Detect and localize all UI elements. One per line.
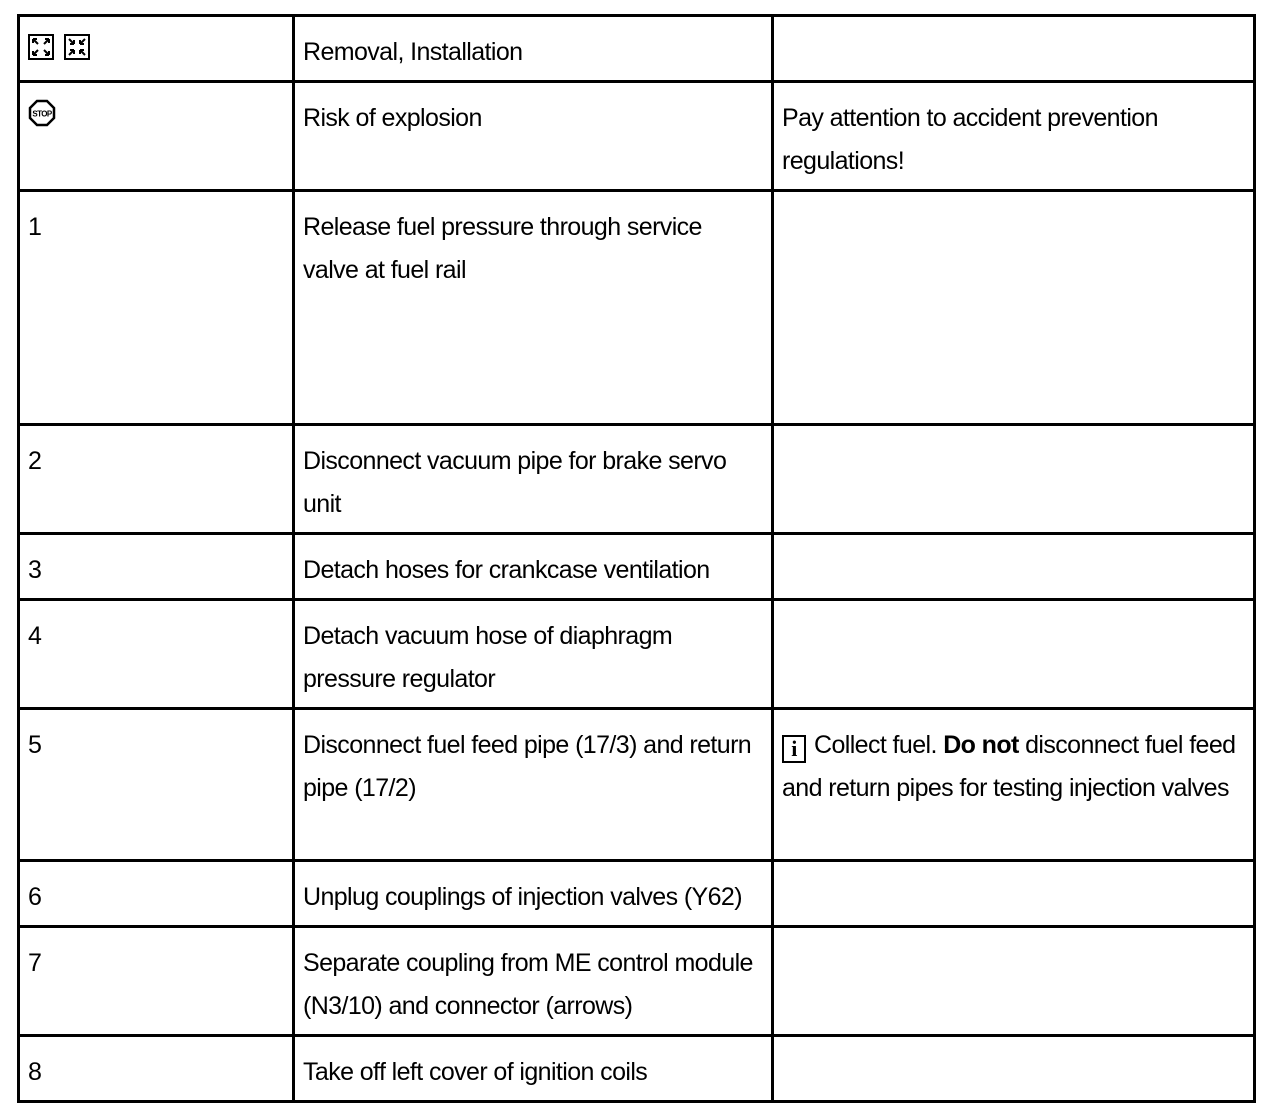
warning-note [773, 82, 1255, 191]
step-note [773, 191, 1255, 425]
step-action-text: Unplug couplings of injection valves (Y62) [303, 883, 742, 911]
stop-icon [28, 99, 56, 127]
step-note [773, 927, 1255, 1036]
warning-text-label: Risk of explosion [303, 104, 482, 132]
table-row [19, 1036, 1255, 1102]
table-row [19, 861, 1255, 927]
step-action-text: Disconnect fuel feed pipe (17/3) and return pipe (17/2) [303, 731, 752, 802]
step-action [294, 861, 773, 927]
step-number: 5 [19, 709, 294, 861]
step-number: 3 [19, 534, 294, 600]
table-row [19, 191, 1255, 425]
step-note [773, 600, 1255, 709]
table-row [19, 425, 1255, 534]
step-number: 6 [19, 861, 294, 927]
warning-text [294, 82, 773, 191]
step-note [773, 425, 1255, 534]
table-row [19, 534, 1255, 600]
step-action-text: Separate coupling from ME control module (N3/10) and connector (arrows) [303, 949, 753, 1020]
step-number: 7 [19, 927, 294, 1036]
step-note [773, 861, 1255, 927]
warning-row [19, 82, 1255, 191]
step-action-text: Release fuel pressure through service valve at fuel rail [303, 213, 702, 284]
warning-icon-cell [19, 82, 294, 191]
table-row [19, 927, 1255, 1036]
step-action [294, 191, 773, 425]
step-number: 4 [19, 600, 294, 709]
header-title [294, 16, 773, 82]
step-note-emphasis: Do not [943, 731, 1019, 759]
step-action [294, 425, 773, 534]
step-action [294, 534, 773, 600]
step-action-text: Disconnect vacuum pipe for brake servo unit [303, 447, 727, 518]
removal-icon [28, 34, 54, 60]
info-icon: i [782, 735, 806, 763]
step-note [773, 534, 1255, 600]
installation-icon [64, 34, 90, 60]
step-action [294, 600, 773, 709]
header-note [773, 16, 1255, 82]
step-action [294, 1036, 773, 1102]
step-note [773, 709, 1255, 861]
warning-note-text: Pay attention to accident prevention regulations! [782, 104, 1158, 175]
step-number: 8 [19, 1036, 294, 1102]
step-action [294, 927, 773, 1036]
header-row [19, 16, 1255, 82]
svg-text:STOP: STOP [32, 109, 52, 119]
step-action [294, 709, 773, 861]
step-number: 2 [19, 425, 294, 534]
table-row [19, 600, 1255, 709]
header-title-text: Removal, Installation [303, 38, 523, 66]
step-number: 1 [19, 191, 294, 425]
step-action-text: Take off left cover of ignition coils [303, 1058, 648, 1086]
header-icons-cell [19, 16, 294, 82]
table-row [19, 709, 1255, 861]
procedure-table [17, 14, 1256, 1103]
step-action-text: Detach vacuum hose of diaphragm pressure regulator [303, 622, 673, 693]
step-note-prefix: Collect fuel. [814, 731, 937, 759]
step-note [773, 1036, 1255, 1102]
step-note-rest: disconnect fuel feed and return pipes for testing injection valves [782, 731, 1236, 802]
step-action-text: Detach hoses for crankcase ventilation [303, 556, 710, 584]
